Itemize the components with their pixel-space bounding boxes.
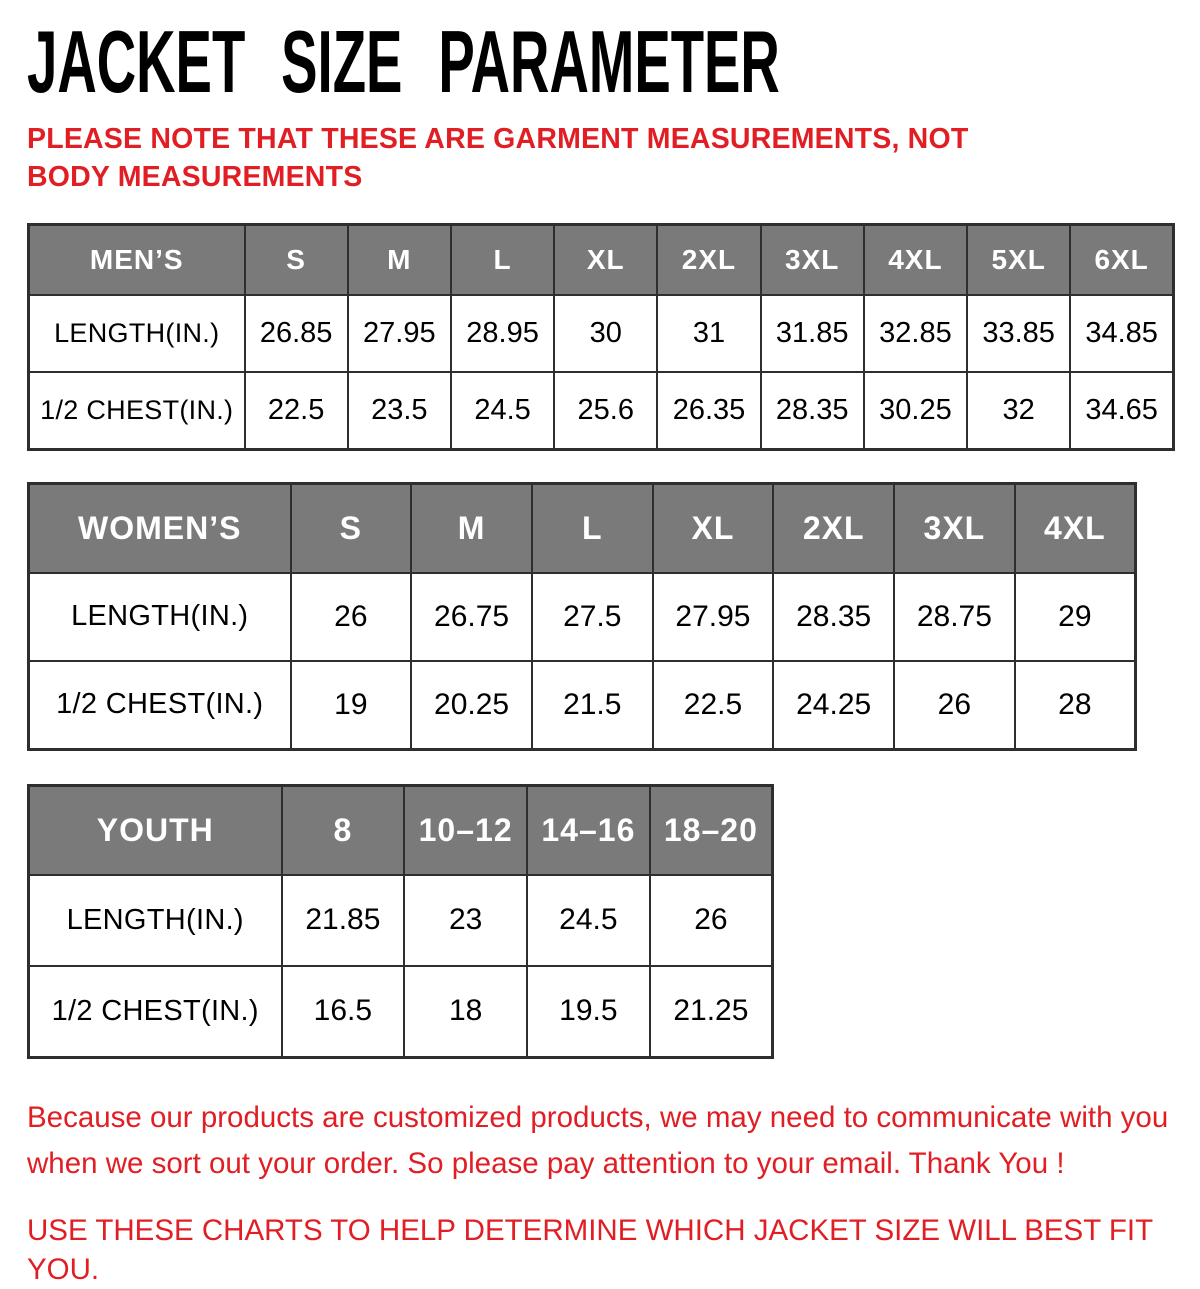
mens-chest-value: 26.35: [657, 372, 760, 450]
womens-length-value: 28.35: [773, 573, 894, 661]
youth-length-value: 23: [404, 875, 527, 966]
mens-chest-value: 34.65: [1070, 372, 1173, 450]
mens-chest-value: 22.5: [245, 372, 348, 450]
garment-measurement-note: PLEASE NOTE THAT THESE ARE GARMENT MEASUREMENTS, NOT BODY MEASUREMENTS: [27, 123, 969, 194]
youth-length-value: 26: [650, 875, 773, 966]
womens-chest-value: 19: [291, 661, 412, 750]
youth-col-8: 8: [282, 785, 405, 875]
chart-usage-note: USE THESE CHARTS TO HELP DETERMINE WHICH JACKET SIZE WILL BEST FIT YOU.: [27, 1214, 1153, 1286]
womens-chest-value: 28: [1015, 661, 1136, 750]
youth-table-title: YOUTH: [29, 785, 282, 875]
womens-size-table: [27, 482, 1137, 751]
mens-length-value: 33.85: [967, 295, 1070, 372]
womens-col-xl: XL: [653, 483, 774, 573]
youth-col-14-16: 14–16: [527, 785, 650, 875]
youth-chest-row: [29, 966, 773, 1058]
mens-col-3xl: 3XL: [761, 224, 864, 295]
mens-chest-value: 30.25: [864, 372, 967, 450]
mens-length-value: 31: [657, 295, 760, 372]
customization-notice: Because our products are customized products, we may need to communicate with you when we sort out your order. So please pay attention to your email. Thank You !: [27, 1100, 1169, 1180]
womens-chest-value: 24.25: [773, 661, 894, 750]
youth-chest-value: 21.25: [650, 966, 773, 1058]
youth-chest-value: 19.5: [527, 966, 650, 1058]
womens-length-label: LENGTH(IN.): [29, 573, 291, 661]
mens-chest-value: 23.5: [348, 372, 451, 450]
mens-chest-value: 25.6: [554, 372, 657, 450]
mens-col-m: M: [348, 224, 451, 295]
page-title-wrap: [27, 12, 1175, 111]
womens-chest-value: 20.25: [411, 661, 532, 750]
womens-header-row: [29, 483, 1136, 573]
mens-chest-value: 28.35: [761, 372, 864, 450]
mens-chest-value: 32: [967, 372, 1070, 450]
mens-length-value: 26.85: [245, 295, 348, 372]
mens-length-label: LENGTH(IN.): [29, 295, 245, 372]
youth-length-label: LENGTH(IN.): [29, 875, 282, 966]
mens-chest-value: 24.5: [451, 372, 554, 450]
womens-length-value: 26.75: [411, 573, 532, 661]
womens-col-4xl: 4XL: [1015, 483, 1136, 573]
mens-col-2xl: 2XL: [657, 224, 760, 295]
womens-length-row: [29, 573, 1136, 661]
mens-col-5xl: 5XL: [967, 224, 1070, 295]
mens-chest-row: [29, 372, 1174, 450]
youth-header-row: [29, 785, 773, 875]
youth-chest-value: 18: [404, 966, 527, 1058]
mens-length-row: [29, 295, 1174, 372]
womens-col-s: S: [291, 483, 412, 573]
mens-col-l: L: [451, 224, 554, 295]
womens-col-m: M: [411, 483, 532, 573]
womens-col-2xl: 2XL: [773, 483, 894, 573]
mens-col-4xl: 4XL: [864, 224, 967, 295]
mens-length-value: 27.95: [348, 295, 451, 372]
mens-length-value: 31.85: [761, 295, 864, 372]
womens-length-value: 28.75: [894, 573, 1015, 661]
mens-length-value: 34.85: [1070, 295, 1173, 372]
womens-chest-value: 22.5: [653, 661, 774, 750]
mens-length-value: 30: [554, 295, 657, 372]
mens-length-value: 32.85: [864, 295, 967, 372]
youth-chest-label: 1/2 CHEST(IN.): [29, 966, 282, 1058]
womens-table-title: WOMEN’S: [29, 483, 291, 573]
mens-size-table: [27, 223, 1175, 451]
youth-length-value: 24.5: [527, 875, 650, 966]
womens-col-l: L: [532, 483, 653, 573]
mens-chest-label: 1/2 CHEST(IN.): [29, 372, 245, 450]
mens-col-s: S: [245, 224, 348, 295]
youth-length-value: 21.85: [282, 875, 405, 966]
youth-col-10-12: 10–12: [404, 785, 527, 875]
womens-chest-value: 21.5: [532, 661, 653, 750]
womens-chest-row: [29, 661, 1136, 750]
womens-length-value: 27.95: [653, 573, 774, 661]
womens-length-value: 26: [291, 573, 412, 661]
womens-length-value: 27.5: [532, 573, 653, 661]
mens-col-6xl: 6XL: [1070, 224, 1173, 295]
youth-size-table: [27, 784, 774, 1059]
mens-header-row: [29, 224, 1174, 295]
page-title: JACKET SIZE PARAMETER: [27, 12, 780, 111]
womens-col-3xl: 3XL: [894, 483, 1015, 573]
youth-col-18-20: 18–20: [650, 785, 773, 875]
youth-chest-value: 16.5: [282, 966, 405, 1058]
youth-length-row: [29, 875, 773, 966]
mens-table-title: MEN’S: [29, 224, 245, 295]
mens-col-xl: XL: [554, 224, 657, 295]
womens-chest-value: 26: [894, 661, 1015, 750]
womens-length-value: 29: [1015, 573, 1136, 661]
mens-length-value: 28.95: [451, 295, 554, 372]
womens-chest-label: 1/2 CHEST(IN.): [29, 661, 291, 750]
